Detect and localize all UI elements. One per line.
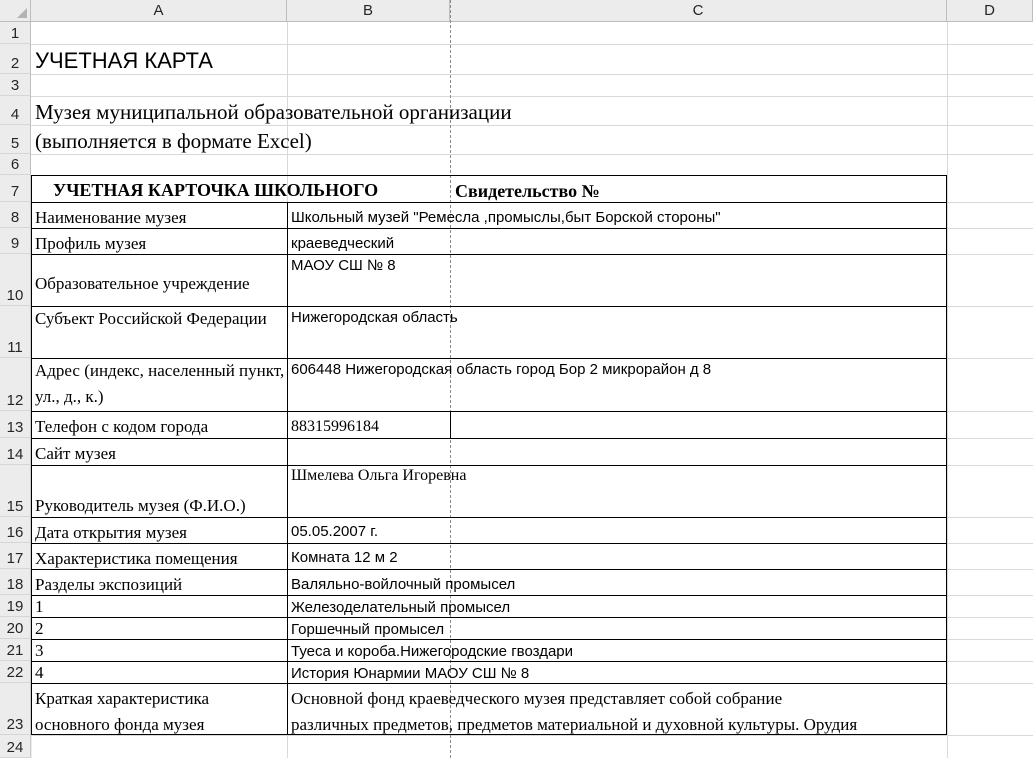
cell-a17[interactable]: Характеристика помещения <box>35 549 238 568</box>
cell-a23-line2[interactable]: основного фонда музея <box>35 715 205 734</box>
cell-a10[interactable]: Образовательное учреждение <box>35 274 250 293</box>
row-header-15[interactable]: 15 <box>0 465 31 517</box>
row-header-7[interactable]: 7 <box>0 175 31 202</box>
cell-a21[interactable]: 3 <box>35 641 44 660</box>
cell-b13-right-border <box>450 411 451 438</box>
cell-b23-line2[interactable]: различных предметов, предметов материальной и духовной культуры. Орудия <box>291 715 858 734</box>
row-header-17[interactable]: 17 <box>0 543 31 569</box>
row-header-16[interactable]: 16 <box>0 517 31 543</box>
cell-b8[interactable]: Школьный музей "Ремесла ,промыслы,быт Борской стороны" <box>291 209 721 226</box>
cell-b20[interactable]: Горшечный промысел <box>291 621 445 638</box>
row-header-20[interactable]: 20 <box>0 617 31 639</box>
cell-b9[interactable]: краеведческий <box>291 235 395 252</box>
cell-a18[interactable]: Разделы экспозиций <box>35 575 183 594</box>
cell-a12[interactable]: Адрес (индекс, населенный пункт, ул., д., к.) <box>35 361 285 406</box>
row-divider <box>31 228 947 229</box>
cell-a19[interactable]: 1 <box>35 597 44 616</box>
cell-a22[interactable]: 4 <box>35 663 44 682</box>
row-header-12[interactable]: 12 <box>0 358 31 411</box>
cell-a20[interactable]: 2 <box>35 619 44 638</box>
row-header-11[interactable]: 11 <box>0 306 31 358</box>
cell-a5-note[interactable]: (выполняется в формате Excel) <box>35 129 312 153</box>
row-divider <box>31 438 947 439</box>
row-header-18[interactable]: 18 <box>0 569 31 595</box>
cell-b18[interactable]: Валяльно-войлочный промысел <box>291 576 516 593</box>
cell-b11[interactable]: Нижегородская область <box>291 309 458 326</box>
row-header-9[interactable]: 9 <box>0 228 31 254</box>
row-header-2[interactable]: 2 <box>0 44 31 74</box>
cell-a9[interactable]: Профиль музея <box>35 234 147 253</box>
row-header-14[interactable]: 14 <box>0 438 31 465</box>
cell-a8[interactable]: Наименование музея <box>35 208 187 227</box>
column-header-b[interactable]: B <box>287 0 450 22</box>
row-header-21[interactable]: 21 <box>0 639 31 661</box>
cell-a23-line1[interactable]: Краткая характеристика <box>35 689 210 708</box>
cell-b19[interactable]: Железоделательный промысел <box>291 599 511 616</box>
row-divider <box>31 617 947 618</box>
cell-b15[interactable]: Шмелева Ольга Игоревна <box>291 467 467 484</box>
cell-a11[interactable]: Субъект Российской Федерации <box>35 309 267 328</box>
column-header-d[interactable]: D <box>947 0 1033 22</box>
column-divider <box>287 202 288 735</box>
cell-b21[interactable]: Туеса и короба.Нижегородские гвоздари <box>291 643 574 660</box>
row-header-13[interactable]: 13 <box>0 411 31 438</box>
cell-a7-card-header[interactable]: УЧЕТНАЯ КАРТОЧКА ШКОЛЬНОГО <box>53 180 379 200</box>
row-header-5[interactable]: 5 <box>0 125 31 154</box>
column-header-c[interactable]: C <box>450 0 947 22</box>
row-header-24[interactable]: 24 <box>0 735 31 758</box>
row-header-6[interactable]: 6 <box>0 154 31 175</box>
cell-a13[interactable]: Телефон с кодом города <box>35 417 209 436</box>
cell-b23-line1[interactable]: Основной фонд краеведческого музея представляет собой собрание <box>291 689 783 708</box>
cell-b12[interactable]: 606448 Нижегородская область город Бор 2 микрорайон д 8 <box>291 361 712 378</box>
row-header-10[interactable]: 10 <box>0 254 31 306</box>
cell-a15[interactable]: Руководитель музея (Ф.И.О.) <box>35 496 246 515</box>
cell-b22[interactable]: История Юнармии МАОУ СШ № 8 <box>291 665 530 682</box>
row-header-19[interactable]: 19 <box>0 595 31 617</box>
cell-b17[interactable]: Комната 12 м 2 <box>291 549 398 566</box>
cell-a4-subtitle[interactable]: Музея муниципальной образовательной организации <box>35 100 512 124</box>
row-header-1[interactable]: 1 <box>0 22 31 44</box>
row-header-8[interactable]: 8 <box>0 202 31 228</box>
row-header-23[interactable]: 23 <box>0 683 31 735</box>
cell-a2-title[interactable]: УЧЕТНАЯ КАРТА <box>35 48 213 73</box>
cell-a16[interactable]: Дата открытия музея <box>35 523 187 542</box>
row-header-4[interactable]: 4 <box>0 96 31 125</box>
cell-b13[interactable]: 88315996184 <box>291 418 379 435</box>
cell-a14[interactable]: Сайт музея <box>35 444 116 463</box>
cell-b10[interactable]: МАОУ СШ № 8 <box>291 257 396 274</box>
cell-b16[interactable]: 05.05.2007 г. <box>291 523 379 540</box>
row-header-3[interactable]: 3 <box>0 74 31 96</box>
row-header-22[interactable]: 22 <box>0 661 31 683</box>
column-header-a[interactable]: A <box>31 0 287 22</box>
cell-c7-certificate[interactable]: Свидетельство № <box>455 181 600 201</box>
